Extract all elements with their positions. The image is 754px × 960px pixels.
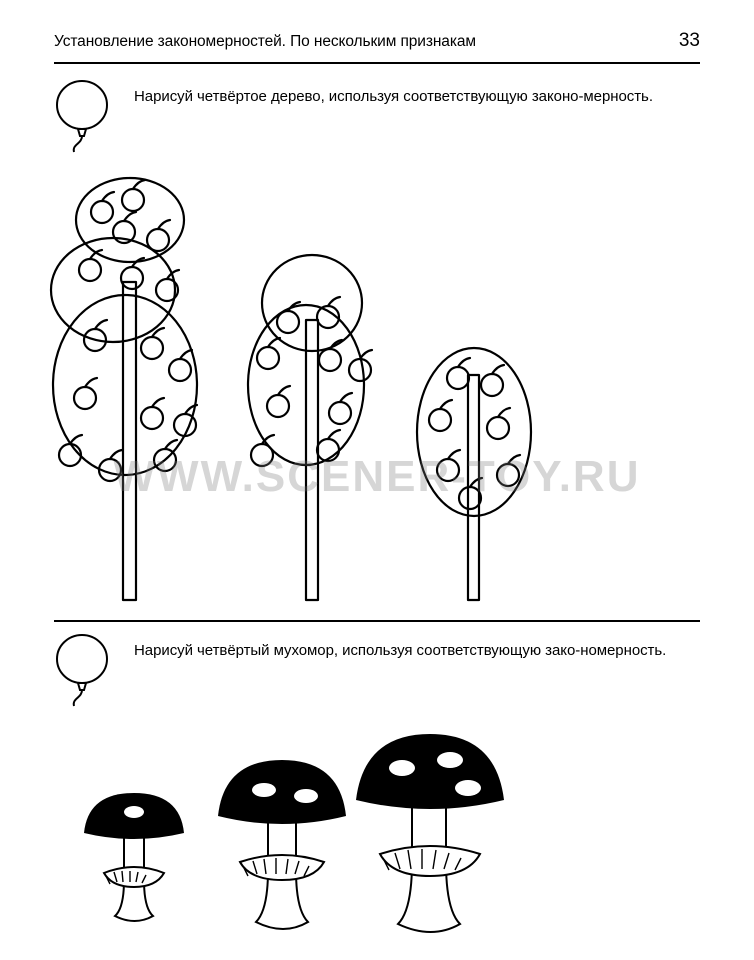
- task-mushrooms: [0, 620, 754, 960]
- task-mushrooms-instruction: Нарисуй четвёртый мухомор, используя соответствующую зако-номерность.: [134, 642, 667, 659]
- watermark: WWW.SCENER-TOY.RU: [113, 452, 641, 501]
- balloon-icon: [54, 632, 110, 712]
- fly-agaric-illustration: [40, 730, 560, 945]
- page-number: 33: [678, 30, 700, 51]
- mushroom-1: [84, 793, 184, 921]
- task-trees-instruction: Нарисуй четвёртое дерево, используя соответствующую законо-мерность.: [134, 88, 653, 105]
- apple-trees-illustration: [40, 170, 600, 610]
- page-title: Установление закономерностей. По нескольким признакам: [54, 33, 476, 50]
- tree-1: [51, 178, 197, 600]
- tree-3: [417, 348, 531, 600]
- balloon-icon: [54, 78, 110, 158]
- tree-2: [248, 255, 372, 600]
- mushroom-3: [356, 734, 504, 932]
- mushroom-2: [218, 760, 346, 929]
